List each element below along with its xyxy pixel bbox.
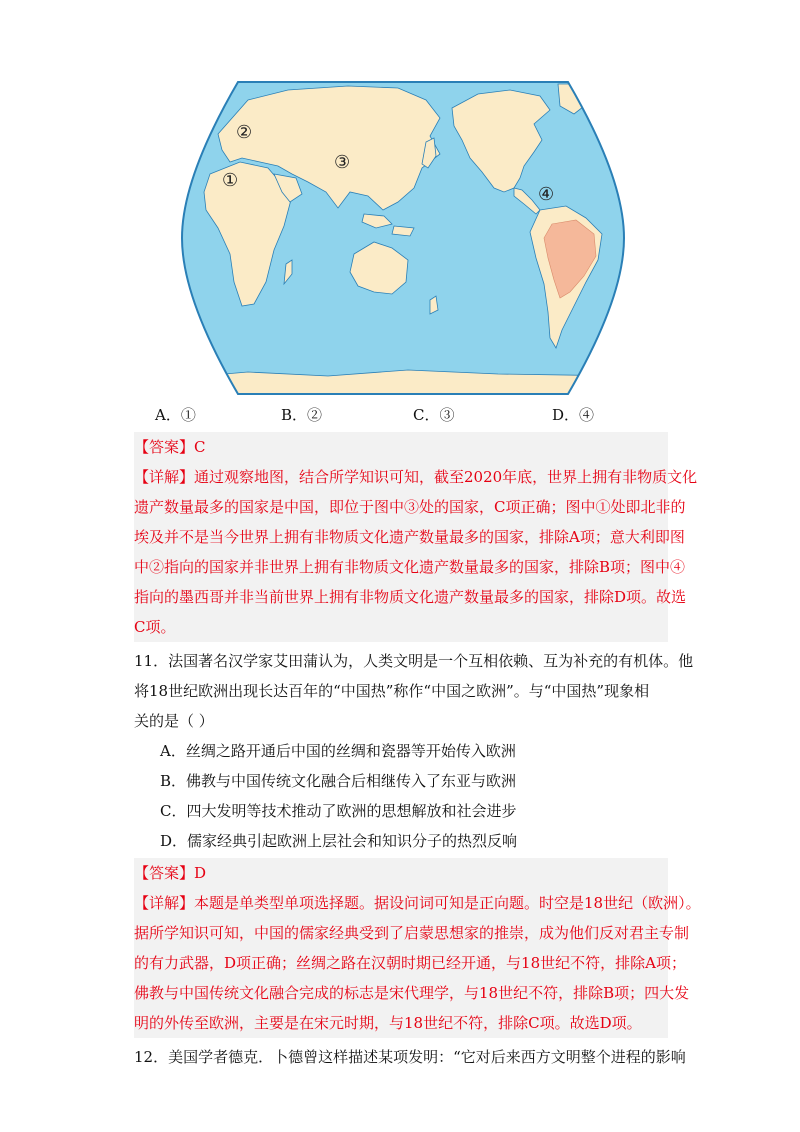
q10-detail-line: 中②指向的国家并非世界上拥有非物质文化遗产数量最多的国家，排除B项；图中④ [134, 558, 686, 576]
q11-stem-line: 11．法国著名汉学家艾田蒲认为，人类文明是一个互相依赖、互为补充的有机体。他 [134, 652, 694, 670]
q11-option-a[interactable]: A．丝绸之路开通后中国的丝绸和瓷器等开始传入欧洲 [160, 742, 516, 760]
q11-detail-line: 【详解】本题是单类型单项选择题。据设问词可知是正向题。时空是18世纪（欧洲）。 [134, 894, 701, 912]
q10-detail-line: 指向的墨西哥并非当前世界上拥有非物质文化遗产数量最多的国家，排除D项。故选 [134, 588, 687, 606]
q11 [134, 646, 694, 856]
q10-answer-box [134, 432, 698, 642]
q12-stem-line: 12．美国学者德克．卜德曾这样描述某项发明：“它对后来西方文明整个进程的影响 [134, 1048, 686, 1066]
q11-detail-line: 佛教与中国传统文化融合完成的标志是宋代理学，与18世纪不符，排除B项；四大发 [134, 984, 690, 1002]
q10-detail-line: 遗产数量最多的国家是中国，即位于图中③处的国家，C项正确；图中①处即北非的 [134, 498, 686, 516]
world-map [178, 78, 628, 398]
q10-detail-line: 【详解】通过观察地图，结合所学知识可知，截至2020年底，世界上拥有非物质文化 [134, 468, 698, 486]
q10-option-c[interactable]: C．③ [413, 406, 455, 424]
q10-option-b[interactable]: B．② [281, 406, 323, 424]
q11-detail-line: 的有力武器，D项正确；丝绸之路在汉朝时期已经开通，与18世纪不符，排除A项； [134, 954, 686, 972]
q11-stem-line: 关的是（ ） [134, 712, 214, 730]
q10-detail-line: C项。 [134, 618, 176, 636]
q11-detail-line: 据所学知识可知，中国的儒家经典受到了启蒙思想家的推崇，成为他们反对君主专制 [134, 924, 690, 942]
marker-2: ② [236, 122, 253, 143]
q11-answer: 【答案】D [134, 864, 207, 882]
q11-option-d[interactable]: D．儒家经典引起欧洲上层社会和知识分子的热烈反响 [160, 832, 518, 850]
q11-answer-box [134, 858, 701, 1038]
q10-option-d[interactable]: D．④ [552, 406, 595, 424]
marker-4: ④ [538, 184, 555, 205]
q11-stem-line: 将18世纪欧洲出现长达百年的“中国热”称作“中国之欧洲”。与“中国热”现象相 [134, 682, 650, 700]
q10-detail-line: 埃及并不是当今世界上拥有非物质文化遗产数量最多的国家，排除A项；意大利即图 [134, 528, 685, 546]
q11-option-b[interactable]: B．佛教与中国传统文化融合后相继传入了东亚与欧洲 [160, 772, 517, 790]
q11-detail-line: 明的外传至欧洲，主要是在宋元时期，与18世纪不符，排除C项。故选D项。 [134, 1014, 642, 1032]
q12 [134, 1042, 686, 1072]
marker-1: ① [222, 170, 239, 191]
marker-3: ③ [334, 152, 351, 173]
q10-options [155, 404, 715, 428]
q10-answer: 【答案】C [134, 438, 206, 456]
q10-option-a[interactable]: A．① [155, 406, 196, 424]
q11-option-c[interactable]: C．四大发明等技术推动了欧洲的思想解放和社会进步 [160, 802, 517, 820]
